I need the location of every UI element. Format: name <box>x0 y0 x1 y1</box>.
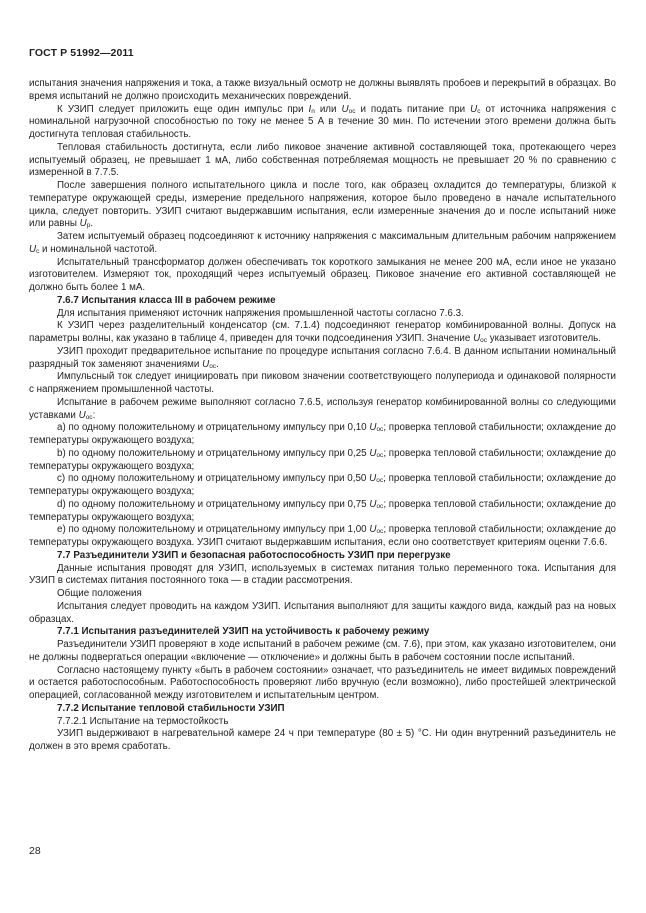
section-heading: 7.7 Разъединители УЗИП и безопасная работоспособность УЗИП при перегрузке <box>57 549 451 561</box>
paragraph: d) по одному положительному и отрицательному импульсу при 0,75 $U_{oc}$; проверка тепловой стабильности; охлаждение до температуры окружающего воздуха; <box>29 498 616 523</box>
paragraph: Разъединители УЗИП проверяют в ходе испытаний в рабочем режиме (см. 7.6), при этом, как указано изготовителем, они не должны подвергаться операции «включение — отключение» и должны быть в рабочем состоянии после испытаний. <box>29 639 616 663</box>
paragraph: 7.7.2.1 Испытание на термостойкость <box>57 715 229 727</box>
paragraph: Импульсный ток следует инициировать при пиковом значении соответствующего полупериода и одинаковой полярности с напряжением промышленной частоты. <box>29 371 616 395</box>
paragraph: К УЗИП следует приложить еще один импульс при $I_n$ или $U_{oc}$ и подать питание при $U_c$ от источника напряжения с номинальной нагрузочной способностью по току не менее 5 А в течение 30 мин. По истечении этого времени должна быть достигнута тепловая стабильность. <box>29 103 617 140</box>
paragraph: Тепловая стабильность достигнута, если либо пиковое значение активной составляющей тока, протекающего через испытуемый образец, не превышает 1 мА, либо собственная потребляемая мощность не превышает 20 % по сравнению с измеренной в 7.7.5. <box>29 141 616 179</box>
paragraph: Согласно настоящему пункту «быть в рабочем состоянии» означает, что разъединитель не имеет видимых повреждений и остается работоспособным. Работоспособность проверяют либо вручную (если возможно), либо простейшей электрической операцией, согласованной между изготовителем и испытательным центром. <box>29 664 616 701</box>
page-number: 28 <box>29 845 41 857</box>
paragraph: УЗИП выдерживают в нагревательной камере 24 ч при температуре (80 ± 5) °С. Ни один внутренний разъединитель не должен в это время сработать. <box>29 728 616 752</box>
section-heading: 7.6.7 Испытания класса III в рабочем режиме <box>57 294 276 306</box>
paragraph: b) по одному положительному и отрицательному импульсу при 0,25 $U_{oc}$; проверка тепловой стабильности; охлаждение до температуры окружающего воздуха; <box>29 447 616 472</box>
paragraph: а) по одному положительному и отрицательному импульсу при 0,10 $U_{oc}$; проверка тепловой стабильности; охлаждение до температуры окружающего воздуха; <box>29 422 616 446</box>
paragraph: К УЗИП через разделительный конденсатор (см. 7.1.4) подсоединяют генератор комбинированной волны. Допуск на параметры волны, как указано в таблице 4, приведен для точки подсоединения УЗИП. Значение $U_{oc}$ указывает изготовитель. <box>29 320 616 344</box>
paragraph: Испытания следует проводить на каждом УЗИП. Испытания выполняют для защиты каждого вида, каждый раз на новых образцах. <box>29 600 616 625</box>
section-heading: 7.7.2 Испытание тепловой стабильности УЗИП <box>57 702 285 714</box>
paragraph: После завершения полного испытательного цикла и после того, как образец охладится до температуры, близкой к температуре окружающей среды, измерение предельного напряжения, которое было проведено в начале испытательного цикла, следует повторить. УЗИП считают выдержавшим испытания, если измеренные значения до и после испытаний ниже или равны $U_p$. <box>29 180 616 230</box>
document-body <box>29 78 616 754</box>
paragraph: Испытательный трансформатор должен обеспечивать ток короткого замыкания не менее 200 мА, если иное не указано изготовителем. Измеряют ток, проходящий через испытуемый образец. Пиковое значение его активной составляющей не должно быть более 1 мА. <box>29 256 616 293</box>
paragraph: УЗИП проходит предварительное испытание по процедуре испытания согласно 7.6.4. В данном испытании номинальный разрядный ток заменяют значениями $U_{oc}$. <box>29 345 616 370</box>
paragraph: Затем испытуемый образец подсоединяют к источнику напряжения с максимальным длительным рабочим напряжением $U_c$ и номинальной частотой. <box>29 231 616 255</box>
paragraph: Данные испытания проводят для УЗИП, используемых в системах питания только переменного тока. Испытания для УЗИП в системах питания постоянного тока — в стадии рассмотрения. <box>29 562 616 587</box>
paragraph: Для испытания применяют источник напряжения промышленной частоты согласно 7.6.3. <box>57 307 464 319</box>
document-header: ГОСТ Р 51992—2011 <box>29 47 134 59</box>
paragraph: e) по одному положительному и отрицательному импульсу при 1,00 $U_{oc}$; проверка тепловой стабильности; охлаждение до температуры окружающего воздуха. УЗИП считают выдержавшим испытания, если оно соответствует критериям оценки 7.6.6. <box>29 524 616 548</box>
section-heading: 7.7.1 Испытания разъединителей УЗИП на устойчивость к рабочему режиму <box>57 626 430 638</box>
paragraph: c) по одному положительному и отрицательному импульсу при 0,50 $U_{oc}$; проверка тепловой стабильности; охлаждение до температуры окружающего воздуха; <box>29 473 616 497</box>
paragraph: Испытание в рабочем режиме выполняют согласно 7.6.5, используя генератор комбинированной волны со следующими уставками $U_{oc}$: <box>29 396 616 421</box>
paragraph: испытания значения напряжения и тока, а также визуальный осмотр не должны выявлять пробоев и перекрытий в образцах. Во время испытаний не должно происходить механических повреждений. <box>29 78 616 102</box>
paragraph: Общие положения <box>57 588 142 599</box>
